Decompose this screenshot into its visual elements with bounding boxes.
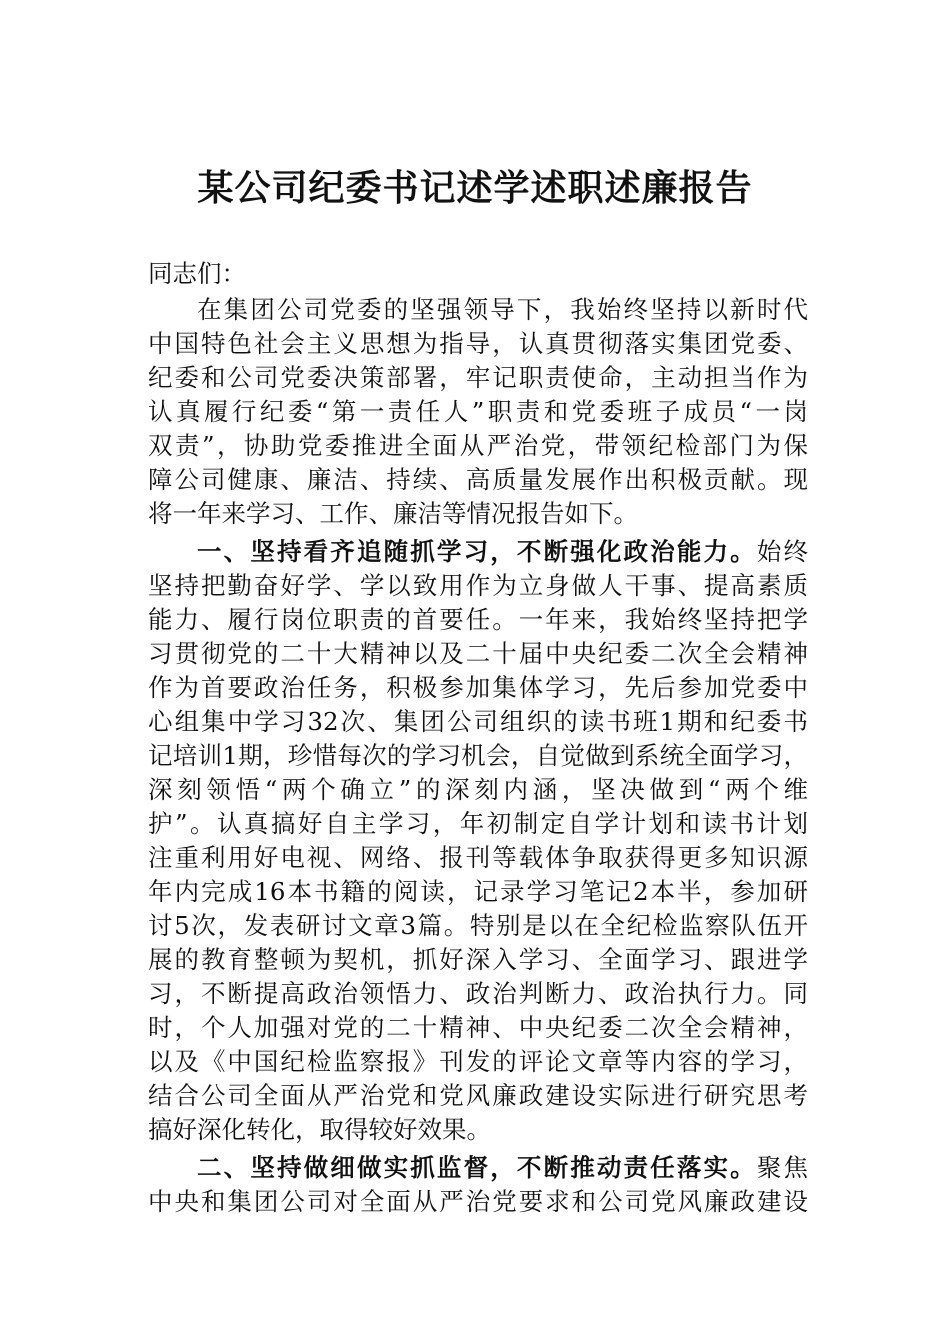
paragraph-line: 在集团公司党委的坚强领导下，我始终坚持以新时代 bbox=[197, 295, 808, 324]
section-1-first-line bbox=[148, 535, 808, 569]
paragraph-line: 时，个人加强对党的二十精神、中央纪委二次全会精神， bbox=[148, 1013, 808, 1042]
section-1-heading: 一、坚持看齐追随抓学习，不断强化政治能力。 bbox=[197, 537, 757, 566]
paragraph-line: 中央和集团公司对全面从严治党要求和公司党风廉政建设 bbox=[148, 1187, 808, 1216]
paragraph-line: 年内完成16本书籍的阅读，记录学习笔记2本半，参加研 bbox=[148, 877, 808, 906]
paragraph-line: 将一年来学习、工作、廉洁等情况报告如下。 bbox=[148, 499, 638, 528]
paragraph-line: 认真履行纪委“第一责任人”职责和党委班子成员“一岗 bbox=[148, 397, 808, 426]
document-title: 某公司纪委书记述学述职述廉报告 bbox=[197, 167, 753, 209]
section-1-heading-rest: 始终 bbox=[756, 537, 809, 566]
paragraph-line: 护”。认真搞好自主学习，年初制定自学计划和读书计划 bbox=[148, 809, 808, 838]
paragraph-line: 作为首要政治任务，积极参加集体学习，先后参加党委中 bbox=[148, 673, 808, 702]
paragraph-line: 习贯彻党的二十大精神以及二十届中央纪委二次全会精神 bbox=[148, 639, 808, 668]
section-2-heading-rest: 聚焦 bbox=[756, 1153, 809, 1182]
paragraph-line: 深刻领悟“两个确立”的深刻内涵，坚决做到“两个维 bbox=[148, 775, 808, 804]
paragraph-line: 坚持把勤奋好学、学以致用作为立身做人干事、提高素质 bbox=[148, 571, 808, 600]
section-2-first-line bbox=[148, 1151, 808, 1185]
paragraph-line: 展的教育整顿为契机，抓好深入学习、全面学习、跟进学 bbox=[148, 945, 808, 974]
paragraph-line: 搞好深化转化，取得较好效果。 bbox=[148, 1115, 491, 1144]
paragraph-line: 注重利用好电视、网络、报刊等载体争取获得更多知识源 bbox=[148, 843, 808, 872]
paragraph-line: 习，不断提高政治领悟力、政治判断力、政治执行力。同 bbox=[148, 979, 808, 1008]
paragraph-line: 纪委和公司党委决策部署，牢记职责使命，主动担当作为 bbox=[148, 363, 808, 392]
salutation: 同志们： bbox=[148, 259, 246, 288]
paragraph-line: 心组集中学习32次、集团公司组织的读书班1期和纪委书 bbox=[148, 707, 808, 736]
paragraph-line: 能力、履行岗位职责的首要任。一年来，我始终坚持把学 bbox=[148, 605, 808, 634]
paragraph-line: 双责”，协助党委推进全面从严治党，带领纪检部门为保 bbox=[148, 431, 808, 460]
paragraph-line: 记培训1期，珍惜每次的学习机会，自觉做到系统全面学习， bbox=[148, 741, 808, 770]
section-2-heading: 二、坚持做细做实抓监督，不断推动责任落实。 bbox=[197, 1153, 757, 1182]
paragraph-line: 讨5次，发表研讨文章3篇。特别是以在全纪检监察队伍开 bbox=[148, 911, 808, 940]
paragraph-line: 中国特色社会主义思想为指导，认真贯彻落实集团党委、 bbox=[148, 329, 808, 358]
paragraph-line: 障公司健康、廉洁、持续、高质量发展作出积极贡献。现 bbox=[148, 465, 808, 494]
paragraph-line: 以及《中国纪检监察报》刊发的评论文章等内容的学习， bbox=[148, 1047, 808, 1076]
paragraph-line: 结合公司全面从严治党和党风廉政建设实际进行研究思考 bbox=[148, 1081, 808, 1110]
